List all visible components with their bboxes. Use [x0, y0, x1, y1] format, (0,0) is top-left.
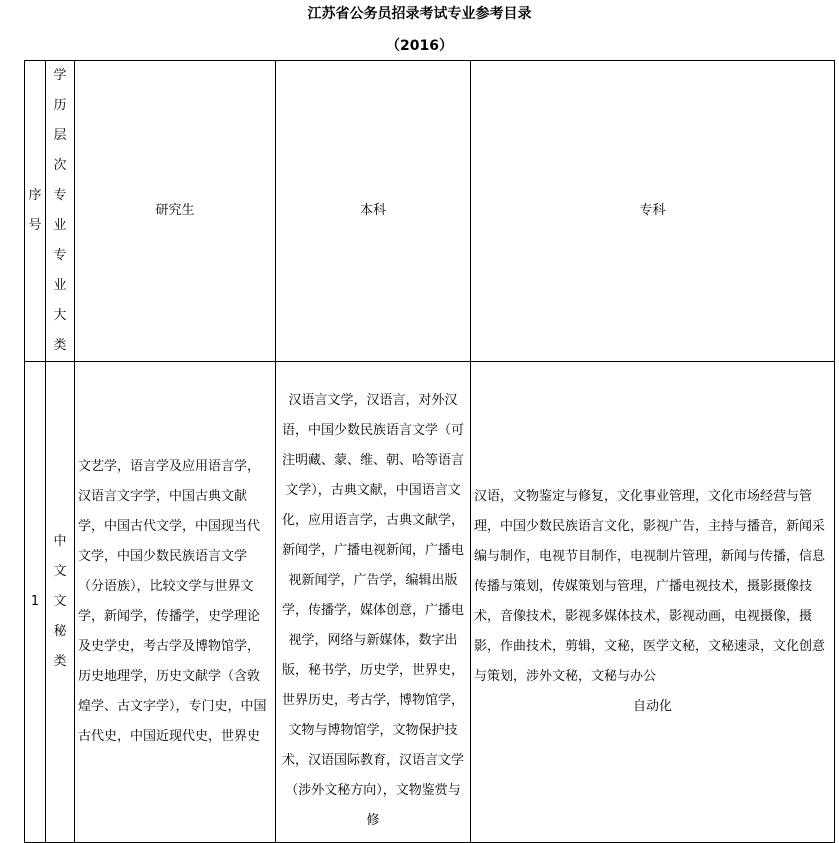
header-category: 学历层次专业专业大类 [46, 61, 75, 362]
junior-college-majors-text: 汉语，文物鉴定与修复，文化事业管理，文化市场经营与管理，中国少数民族语言文化，影视广告，主持与播音，新闻采编与制作，电视节目制作，电视制片管理，新闻与传播，信息传播与策划，传媒策划与管理，广播电视技术，摄影摄像技术，音像技术，影视多媒体技术，影视动画，电视摄像，摄影，作曲技术，剪辑，文秘，医学文秘，文秘速录，文化创意与策划，涉外文秘，文秘与办公 [474, 489, 826, 684]
header-seq: 序号 [25, 61, 46, 362]
row-junior-college-majors [471, 362, 835, 843]
row-seq: 1 [25, 362, 46, 843]
major-catalog-table [24, 60, 835, 843]
document-year: （2016） [386, 38, 453, 54]
undergraduate-majors-text: 汉语言文学，汉语言，对外汉语，中国少数民族语言文学（可注明藏、蒙、维、朝、哈等语言文学），古典文献，中国语言文化，应用语言学，古典文献学，新闻学，广播电视新闻，广播电视新闻学，广告学，编辑出版学，传播学，媒体创意，广播电视学，网络与新媒体，数字出版，秘书学，历史学，世界史，世界历史，考古学，博物馆学，文物与博物馆学，文物保护技术，汉语国际教育，汉语言文学（涉外文秘方向），文物鉴赏与修 [281, 393, 464, 828]
header-graduate: 研究生 [75, 61, 276, 362]
row-category: 中文文秘类 [46, 362, 75, 843]
document-title: 江苏省公务员招录考试专业参考目录 [307, 6, 532, 22]
header-undergraduate: 本科 [276, 61, 471, 362]
junior-college-majors-last: 自动化 [632, 699, 672, 714]
table-header-row [25, 61, 835, 362]
table-row [25, 362, 835, 843]
row-graduate-majors: 文艺学，语言学及应用语言学，汉语言文字学，中国古典文献学，中国古代文学，中国现当代文学，中国少数民族语言文学（分语族），比较文学与世界文学，新闻学，传播学，史学理论及史学史，考古学及博物馆学，历史地理学，历史文献学（含敦煌学、古文字学），专门史，中国古代史，中国近现代史，世界史 [75, 362, 276, 843]
row-undergraduate-majors [276, 362, 471, 843]
header-junior-college: 专科 [471, 61, 835, 362]
